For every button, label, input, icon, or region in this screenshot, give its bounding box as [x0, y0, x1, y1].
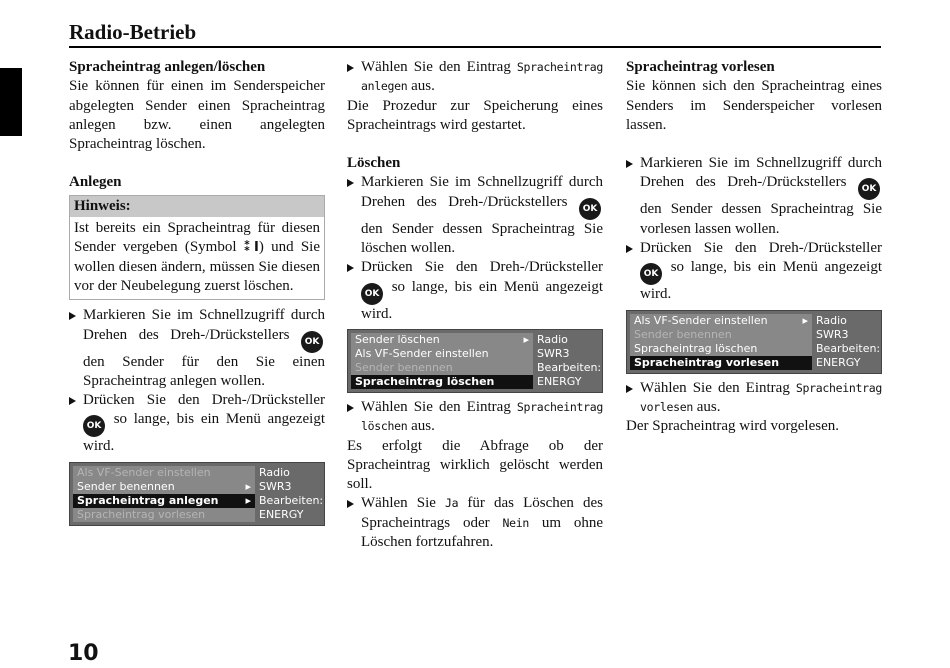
heading-read-aloud: Spracheintrag vorlesen [626, 59, 775, 75]
list-item: Wählen Sie den Eintrag Spracheintrag vorlesen aus. [626, 379, 882, 418]
intro-paragraph: Sie können sich den Spracheintrag eines Senders im Senderspeicher vorlesen lassen. [626, 78, 882, 133]
menu-entry-code: Spracheintrag anlegen [361, 60, 604, 94]
menu-item: Sender benennen ▸ [73, 480, 255, 494]
page-title: Radio-Betrieb [69, 18, 881, 48]
section-tab-marker [0, 68, 22, 136]
screen-side-label: SWR3 [537, 346, 570, 360]
submenu-arrow-icon: ▸ [245, 493, 251, 507]
ok-button-icon: OK [579, 198, 601, 220]
column-3 [626, 58, 882, 437]
menu-entry-code: Spracheintrag löschen [361, 399, 604, 434]
menu-item: Sender benennen [630, 328, 812, 342]
menu-item: Sender benennen [351, 361, 533, 375]
list-item: Drücken Sie den Dreh-/Drücksteller OK so lange, bis ein Menü angezeigt wird. [69, 391, 325, 457]
note-text: Ist bereits ein Spracheintrag für diesen Sender vergeben (Symbol ⁑I) und Sie wollen diesen ändern, müssen Sie diesen vor der Neubelegung zuerst löschen. [74, 220, 320, 294]
list-item: Wählen Sie Ja für das Löschen des Spracheintrags oder Nein um ohne Löschen fortzufahren. [347, 494, 603, 552]
ok-button-icon: OK [83, 415, 105, 437]
heading-create-delete: Spracheintrag anlegen/löschen [69, 59, 266, 75]
list-item: Drücken Sie den Dreh-/Drücksteller OK so lange, bis ein Menü angezeigt wird. [347, 258, 603, 324]
steps-loeschen [347, 173, 603, 323]
radio-screen-anlegen [69, 462, 325, 526]
screen-side-label: Bearbeiten: [537, 360, 602, 374]
confirm-paragraph: Es erfolgt die Abfrage ob der Spracheintrag wirklich gelöscht werden soll. [347, 437, 603, 493]
screen-side-label: SWR3 [259, 479, 292, 493]
screen-side-label: SWR3 [816, 327, 849, 341]
menu-item: Als VF-Sender einstellen [73, 466, 255, 480]
steps-confirm [347, 494, 603, 552]
menu-item: Spracheintrag löschen [630, 342, 812, 356]
option-ja: Ja [445, 496, 459, 511]
list-item: Drücken Sie den Dreh-/Drücksteller OK so lange, bis ein Menü angezeigt wird. [626, 239, 882, 305]
menu-item-selected: Spracheintrag anlegen ▸ [73, 494, 255, 508]
voice-entry-symbol-icon: ⁑I [243, 240, 259, 256]
list-item: Markieren Sie im Schnellzugriff durch Drehen des Dreh-/Drückstellers OK den Sender für den Sie einen Spracheintrag anlegen wollen. [69, 306, 325, 391]
steps-vorlesen [626, 154, 882, 304]
ok-button-icon: OK [640, 263, 662, 285]
radio-screen-loeschen [347, 329, 603, 393]
menu-item-selected: Spracheintrag löschen [351, 375, 533, 389]
steps-anlegen [69, 306, 325, 456]
ok-button-icon: OK [858, 178, 880, 200]
subheading-anlegen: Anlegen [69, 174, 122, 191]
page-number: 10 [68, 641, 99, 666]
note-box [69, 195, 325, 300]
steps-anlegen-cont [347, 58, 603, 97]
screen-side-label: Bearbeiten: [259, 493, 324, 507]
screen-side-label: Radio [816, 313, 847, 327]
screen-side-label: Radio [259, 465, 290, 479]
ok-button-icon: OK [301, 331, 323, 353]
column-2 [347, 58, 603, 552]
menu-item: Sender löschen ▸ [351, 333, 533, 347]
list-item: Wählen Sie den Eintrag Spracheintrag löschen aus. [347, 398, 603, 437]
list-item: Markieren Sie im Schnellzugriff durch Drehen des Dreh-/Drückstellers OK den Sender dessen Spracheintrag Sie vorlesen lassen wollen. [626, 154, 882, 239]
submenu-arrow-icon: ▸ [802, 313, 808, 327]
screen-side-label: ENERGY [259, 507, 304, 521]
menu-entry-code: Spracheintrag vorlesen [640, 380, 883, 414]
intro-paragraph: Sie können für einen im Senderspeicher abgelegten Sender einen Spracheintrag anlegen bzw. einen angelegten Spracheintrag löschen. [69, 78, 325, 153]
ok-button-icon: OK [361, 283, 383, 305]
menu-item: Spracheintrag vorlesen [73, 508, 255, 522]
note-title: Hinweis: [70, 196, 324, 217]
steps-loeschen-cont [347, 398, 603, 437]
submenu-arrow-icon: ▸ [523, 332, 529, 346]
column-1 [69, 58, 325, 531]
list-item: Markieren Sie im Schnellzugriff durch Drehen des Dreh-/Drückstellers OK den Sender dessen Spracheintrag Sie löschen wollen. [347, 173, 603, 258]
screen-side-label: ENERGY [816, 355, 861, 369]
list-item: Wählen Sie den Eintrag Spracheintrag anlegen aus. [347, 58, 603, 97]
menu-item: Als VF-Sender einstellen ▸ [630, 314, 812, 328]
steps-vorlesen-cont [626, 379, 882, 418]
subheading-loeschen: Löschen [347, 155, 401, 172]
option-nein: Nein [502, 515, 529, 530]
menu-item-selected: Spracheintrag vorlesen [630, 356, 812, 370]
radio-screen-vorlesen [626, 310, 882, 374]
screen-side-label: ENERGY [537, 374, 582, 388]
menu-item: Als VF-Sender einstellen [351, 347, 533, 361]
submenu-arrow-icon: ▸ [245, 479, 251, 493]
procedure-paragraph: Die Prozedur zur Speicherung eines Spracheintrags wird gestartet. [347, 97, 603, 133]
result-paragraph: Der Spracheintrag wird vorgelesen. [626, 418, 839, 435]
screen-side-label: Radio [537, 332, 568, 346]
screen-side-label: Bearbeiten: [816, 341, 881, 355]
